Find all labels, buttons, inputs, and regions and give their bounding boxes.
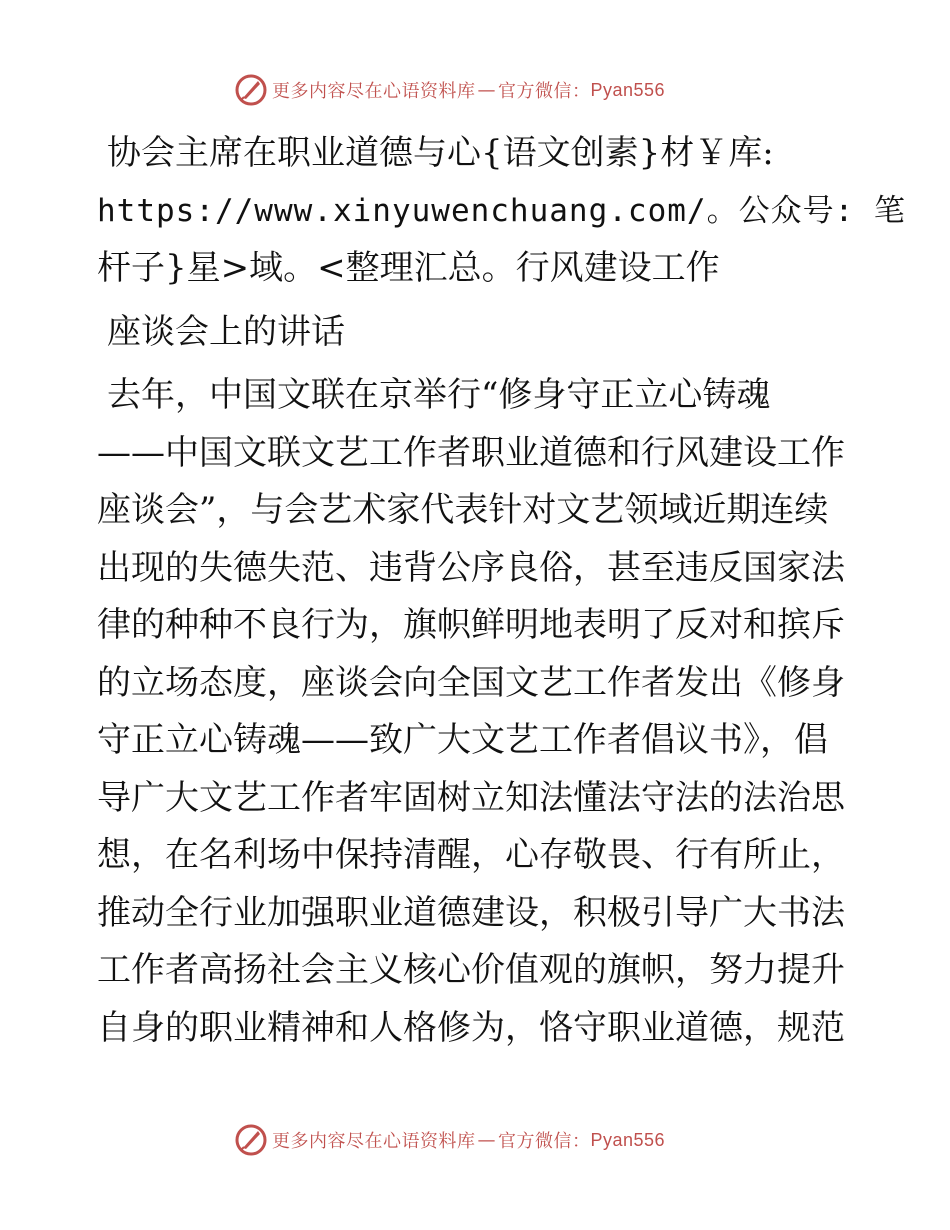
title-line: 协会主席在职业道德与心{语文创素}材￥库: [107, 133, 774, 173]
banner-wechat-id: Pyan556 [590, 79, 666, 100]
banner-wechat-id: Pyan556 [590, 1129, 666, 1150]
body-line: 推动全行业加强职业道德建设，积极引导广大书法 [97, 892, 845, 933]
title-line: 杆子}星>域。<整理汇总。行风建设工作 [97, 248, 720, 288]
footer-watermark-banner [234, 1123, 665, 1157]
banner-text: 更多内容尽在心语资料库 [272, 1131, 476, 1152]
header-watermark-banner [234, 73, 665, 107]
body-line: 守正立心铸魂——致广大文艺工作者倡议书》，倡 [97, 720, 828, 760]
body-line: 去年，中国文联在京举行“修身守正立心铸魂 [107, 375, 771, 415]
banner-label: 官方微信： [498, 81, 591, 102]
body-line: 的立场态度，座谈会向全国文艺工作者发出《修身 [97, 662, 845, 703]
banner-text: 更多内容尽在心语资料库 [272, 81, 476, 102]
title-line-url: https://www.xinyuwenchuang.com/。公众号: 笔 [97, 192, 906, 229]
body-line: 导广大文艺工作者牢固树立知法懂法守法的法治思 [97, 777, 845, 818]
title-line: 座谈会上的讲话 [107, 311, 345, 352]
body-line: 想，在名利场中保持清醒，心存敬畏、行有所止， [97, 835, 845, 875]
body-line: 律的种种不良行为，旗帜鲜明地表明了反对和摈斥 [97, 605, 845, 645]
quill-circle-logo-icon [234, 1123, 268, 1157]
body-line: 工作者高扬社会主义核心价值观的旗帜，努力提升 [97, 950, 845, 990]
body-line: 出现的失德失范、违背公序良俗，甚至违反国家法 [97, 547, 845, 588]
document-body [97, 125, 906, 1057]
banner-label: 官方微信： [498, 1131, 591, 1152]
banner-separator: — [477, 79, 496, 101]
body-line: 自身的职业精神和人格修为，恪守职业道德，规范 [97, 1007, 845, 1048]
banner-separator: — [477, 1129, 496, 1151]
quill-circle-logo-icon [234, 73, 268, 107]
body-line: 座谈会”，与会艺术家代表针对文艺领域近期连续 [97, 490, 829, 530]
body-line: ——中国文联文艺工作者职业道德和行风建设工作 [97, 432, 845, 473]
